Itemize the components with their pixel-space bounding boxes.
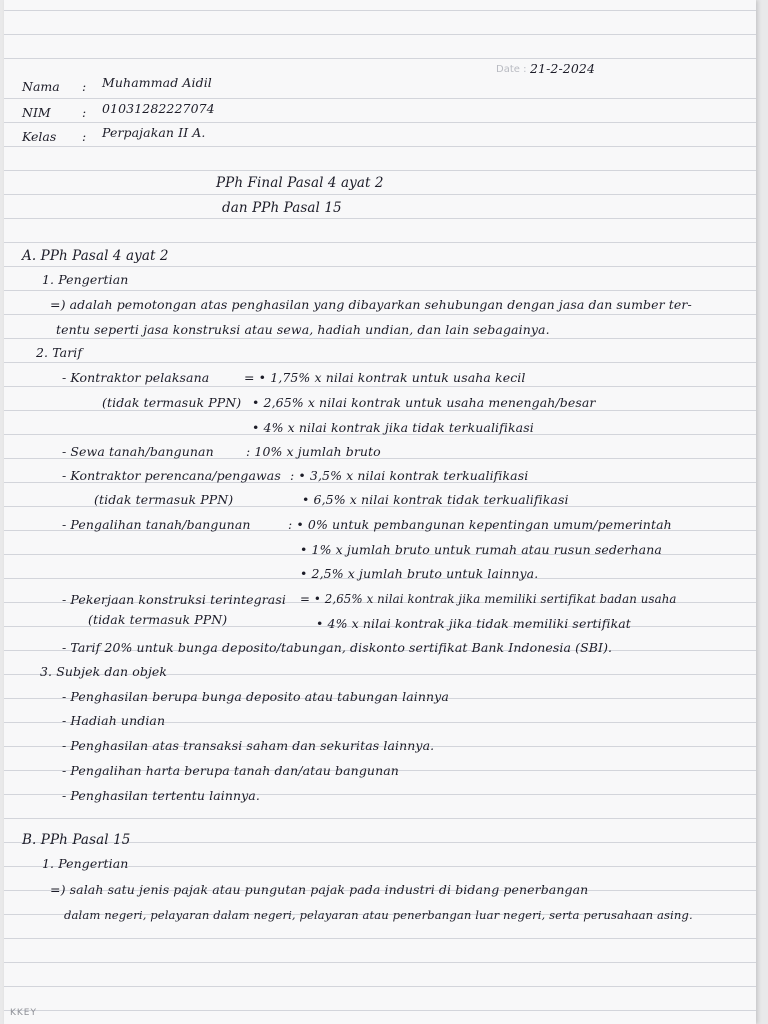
class-label: Kelas xyxy=(22,129,57,144)
tarif-row-rate: = • 2,65% x nilai kontrak jika memiliki sertifikat badan usaha xyxy=(300,592,677,606)
tarif-row-rate: : 10% x jumlah bruto xyxy=(246,444,381,459)
tarif-row-rate: • 4% x nilai kontrak jika tidak terkualifikasi xyxy=(252,420,534,435)
nim-label: NIM xyxy=(22,105,51,120)
tarif-row-rate: • 6,5% x nilai kontrak tidak terkualifikasi xyxy=(302,492,569,507)
tarif-row-rate: = • 1,75% x nilai kontrak untuk usaha kecil xyxy=(244,370,526,385)
section-b-pengertian-heading: 1. Pengertian xyxy=(42,856,129,871)
section-a-pengertian-line: =) adalah pemotongan atas penghasilan yang dibayarkan sehubungan dengan jasa dan sumber ter- xyxy=(50,297,692,312)
tarif-row-rate: • 2,5% x jumlah bruto untuk lainnya. xyxy=(300,566,539,581)
subjek-heading: 3. Subjek dan objek xyxy=(40,664,168,679)
section-a-heading: A. PPh Pasal 4 ayat 2 xyxy=(22,248,169,264)
tarif-row-rate: • 4% x nilai kontrak jika tidak memiliki sertifikat xyxy=(316,616,631,631)
tarif-note: - Tarif 20% untuk bunga deposito/tabungan, diskonto sertifikat Bank Indonesia (SBI). xyxy=(62,640,613,655)
subjek-item: - Pengalihan harta berupa tanah dan/atau bangunan xyxy=(62,763,399,778)
tarif-row-label: - Pengalihan tanah/bangunan xyxy=(62,517,251,532)
notebook-brand-mark: KKEY xyxy=(10,1008,37,1018)
tarif-row-label: - Sewa tanah/bangunan xyxy=(62,444,214,459)
date-label: Date : xyxy=(496,64,527,75)
title-line-1: PPh Final Pasal 4 ayat 2 xyxy=(216,175,384,191)
subjek-item: - Hadiah undian xyxy=(62,713,166,728)
subjek-item: - Penghasilan atas transaksi saham dan sekuritas lainnya. xyxy=(62,738,435,753)
name-value: Muhammad Aidil xyxy=(102,75,212,90)
tarif-row-rate: : • 0% untuk pembangunan kepentingan umum/pemerintah xyxy=(288,517,672,532)
tarif-row-label: - Pekerjaan konstruksi terintegrasi xyxy=(62,592,286,607)
tarif-row-label: (tidak termasuk PPN) xyxy=(94,492,234,507)
tarif-row-rate: • 2,65% x nilai kontrak untuk usaha menengah/besar xyxy=(252,395,596,410)
tarif-row-label: - Kontraktor perencana/pengawas xyxy=(62,468,281,483)
class-value: Perpajakan II A. xyxy=(102,125,206,140)
date-value: 21-2-2024 xyxy=(530,61,596,76)
section-a-pengertian-line: tentu seperti jasa konstruksi atau sewa, hadiah undian, dan lain sebagainya. xyxy=(56,322,550,337)
tarif-heading: 2. Tarif xyxy=(36,345,83,360)
tarif-row-rate: : • 3,5% x nilai kontrak terkualifikasi xyxy=(290,468,529,483)
section-a-pengertian-heading: 1. Pengertian xyxy=(42,272,129,287)
subjek-item: - Penghasilan tertentu lainnya. xyxy=(62,788,260,803)
nim-value: 01031282227074 xyxy=(102,101,215,116)
section-b-pengertian-line: dalam negeri, pelayaran dalam negeri, pelayaran atau penerbangan luar negeri, serta perusahaan asing. xyxy=(64,908,693,922)
subjek-item: - Penghasilan berupa bunga deposito atau tabungan lainnya xyxy=(62,689,449,704)
tarif-row-label: (tidak termasuk PPN) xyxy=(102,395,242,410)
tarif-row-label: (tidak termasuk PPN) xyxy=(88,612,228,627)
section-b-pengertian-line: =) salah satu jenis pajak atau pungutan pajak pada industri di bidang penerbangan xyxy=(50,882,589,897)
section-b-heading: B. PPh Pasal 15 xyxy=(22,832,131,848)
notebook-page: Date : 21-2-2024 Nama : Muhammad Aidil NIM : 01031282227074 Kelas : Perpajakan II A. PPh Final Pasal 4 ayat 2 dan PPh Pasal 15 A. PPh Pasal 4 ayat 2 1. Pengertian =) adalah pemotongan atas penghasilan yang dibayarkan sehubungan dengan jasa dan sumber ter- tentu seperti jasa konstruksi atau sewa, hadiah undian, dan lain sebagainya. 2. Tarif - Kontraktor pelaksana = • 1,75% x nilai kontrak untuk usaha kecil (tidak termasuk PPN) • 2,65% x nilai kontrak untuk usaha menengah/besar • 4% x nilai kontrak jika tidak terkualifikasi - Sewa tanah/bangunan : 10% x jumlah bruto - Kontraktor perencana/pengawas : • 3,5% x nilai kontrak terkualifikasi (tidak termasuk PPN) • 6,5% x nilai kontrak tidak terkualifikasi - Pengalihan tanah/bangunan : • 0% untuk pembangunan kepentingan umum/pemerintah • 1% x jumlah bruto untuk rumah atau rusun sederhana • 2,5% x jumlah bruto untuk lainnya. - Pekerjaan konstruksi terintegrasi = • 2,65% x nilai kontrak jika memiliki sertifikat badan usaha (tidak termasuk PPN) • 4% x nilai kontrak jika tidak memiliki sertifikat - Tarif 20% untuk bunga deposito/tabungan, diskonto sertifikat Bank Indonesia (SBI). 3. Subjek dan objek - Penghasilan berupa bunga deposito atau tabungan lainnya - Hadiah undian - Penghasilan atas transaksi saham dan sekuritas lainnya. - Pengalihan harta berupa tanah dan/atau bangunan - Penghasilan tertentu lainnya. B. PPh Pasal 15 1. Pengertian =) salah satu jenis pajak atau pungutan pajak pada industri di bidang penerbangan dalam negeri, pelayaran dalam negeri, pelayaran atau penerbangan luar negeri, serta perusahaan asing. KKEY xyxy=(4,0,756,1024)
tarif-row-rate: • 1% x jumlah bruto untuk rumah atau rusun sederhana xyxy=(300,542,662,557)
title-line-2: dan PPh Pasal 15 xyxy=(222,200,342,216)
name-label: Nama xyxy=(22,79,60,94)
tarif-row-label: - Kontraktor pelaksana xyxy=(62,370,210,385)
